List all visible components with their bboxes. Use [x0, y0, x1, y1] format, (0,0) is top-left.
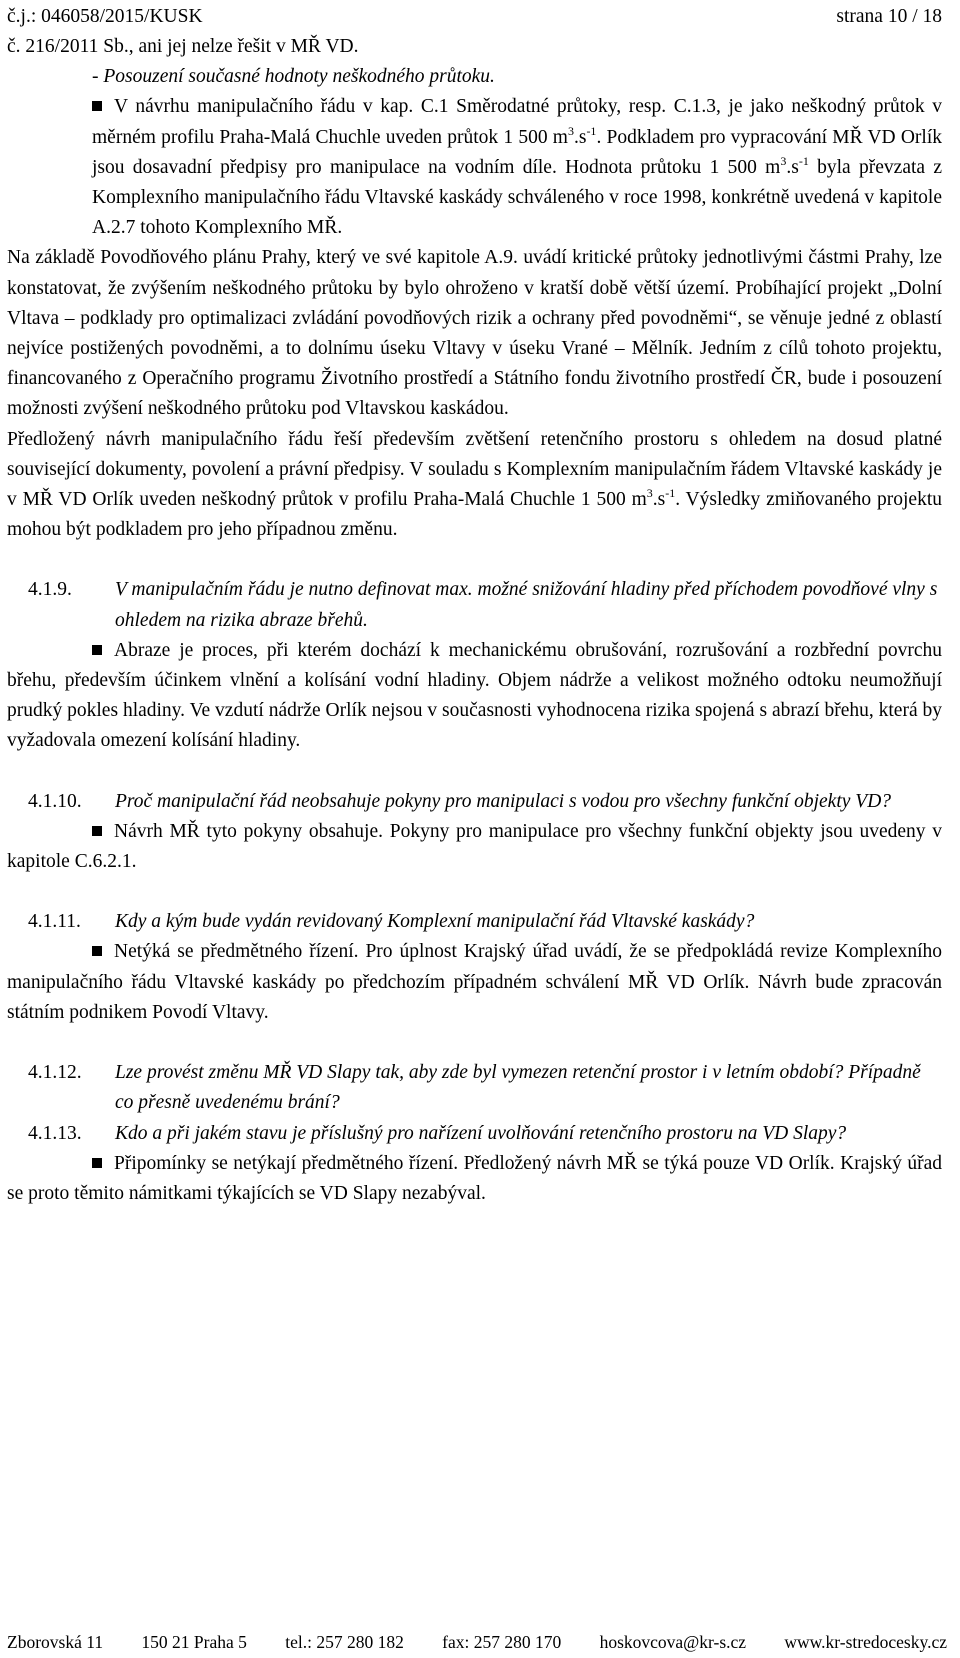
question-number: 4.1.11.	[28, 911, 81, 933]
square-bullet-icon	[92, 645, 102, 655]
footer-website: www.kr-stredocesky.cz	[784, 1632, 947, 1652]
question-number: 4.1.12.	[28, 1062, 82, 1084]
question-text: Proč manipulační řád neobsahuje pokyny pro manipulaci s vodou pro všechny funkční objekty VD?	[115, 790, 892, 812]
answer-paragraph: Abraze je proces, při kterém dochází k mechanickému obrušování, rozrušování a rozbřední povrchu břehu, především účinkem vlnění a kolísání vodní hladiny. Objem nádrže a velikost možného odtoku neumožňují prudký pokles hladiny. Ve vzdutí nádrže Orlík nejsou v současnosti vyhodnocena rizika spojená s abrazí břehu, která by vyžadovala omezení kolísání hladiny.	[7, 639, 942, 752]
answer-paragraph: Připomínky se netýkají předmětného řízení. Předložený návrh MŘ se týká pouze VD Orlík. Krajský úřad se proto těmito námitkami týkajících se VD Slapy nezabýval.	[7, 1152, 942, 1204]
question-text: V manipulačním řádu je nutno definovat max. možné snižování hladiny před příchodem povodňové vlny s ohledem na rizika abraze břehů.	[115, 579, 938, 631]
footer-email: hoskovcova@kr-s.cz	[599, 1632, 747, 1652]
square-bullet-icon	[92, 1158, 102, 1168]
document-body	[7, 32, 942, 1209]
bullet-paragraph: V návrhu manipulačního řádu v kap. C.1 Směrodatné průtoky, resp. C.1.3, je jako neškodný průtok v měrném profilu Praha-Malá Chuchle uveden průtok 1 500 $m^3.s^{-1}$. Podkladem pro vypracování MŘ VD Orlík jsou dosavadní předpisy pro manipulace na vodním díle. Hodnota průtoku 1 500 $m^3.s^{-1}$ byla převzata z Komplexního manipulačního řádu Vltavské kaskády schváleného v roce 1998, konkrétně uvedená v kapitole A.2.7 tohoto Komplexního MŘ.	[92, 96, 943, 239]
footer-phone: tel.: 257 280 182	[285, 1632, 404, 1652]
question-item	[7, 907, 942, 937]
paragraph: Předložený návrh manipulačního řádu řeší především zvětšení retenčního prostoru s ohledem na dosud platné související dokumenty, povolení a právní předpisy. V souladu s Komplexním manipulačním řádem Vltavské kaskády je v MŘ VD Orlík uveden neškodný průtok v profilu Praha-Malá Chuchle 1 500 $m^3.s^{-1}$. Výsledky zmiňovaného projektu mohou být podkladem pro jeho případnou změnu.	[7, 428, 942, 541]
answer-paragraph: Netýká se předmětného řízení. Pro úplnost Krajský úřad uvádí, že se předpokládá revize Komplexního manipulačního řádu Vltavské kaskády po předchozím případném schválení MŘ VD Orlík. Návrh bude zpracován státním podnikem Povodí Vltavy.	[7, 941, 942, 1023]
page-header	[7, 2, 942, 30]
question-text: Lze provést změnu MŘ VD Slapy tak, aby zde byl vymezen retenční prostor i v letním období? Případně co přesně uvedenému brání?	[115, 1062, 921, 1114]
paragraph: Na základě Povodňového plánu Prahy, který ve své kapitole A.9. uvádí kritické průtoky jednotlivými částmi Prahy, lze konstatovat, že zvýšením neškodného průtoku by bylo ohroženo v kratší době větší území. Probíhající projekt „Dolní Vltava – podklady pro optimalizaci zvládání povodňových rizik a ochrany před povodněmi“, se věnuje jedné z oblastí nejvíce postižených povodněmi, a to dolnímu úseku Vltavy v úseku Vrané – Mělník. Jedním z cílů tohoto projektu, financovaného z Operačního programu Životního prostředí a Státního fondu životního prostředí ČR, bude i posouzení možnosti zvýšení neškodného průtoku pod Vltavskou kaskádou.	[7, 247, 942, 420]
text-line: č. 216/2011 Sb., ani jej nelze řešit v MŘ VD.	[7, 36, 359, 57]
square-bullet-icon	[92, 826, 102, 836]
page-footer	[7, 1627, 947, 1657]
question-number: 4.1.9.	[28, 579, 72, 601]
question-item	[7, 575, 942, 635]
reference-number: č.j.: 046058/2015/KUSK	[7, 6, 203, 27]
question-item	[7, 787, 942, 817]
question-text: Kdo a při jakém stavu je příslušný pro nařízení uvolňování retenčního prostoru na VD Slapy?	[115, 1122, 847, 1144]
answer-paragraph: Návrh MŘ tyto pokyny obsahuje. Pokyny pro manipulace pro všechny funkční objekty jsou uvedeny v kapitole C.6.2.1.	[7, 820, 942, 873]
question-number: 4.1.10.	[28, 790, 82, 812]
question-item	[7, 1119, 942, 1149]
dash-list-item: - Posouzení současné hodnoty neškodného průtoku.	[92, 66, 495, 88]
footer-address: Zborovská 11	[7, 1632, 104, 1652]
question-number: 4.1.13.	[28, 1122, 82, 1144]
footer-fax: fax: 257 280 170	[442, 1632, 562, 1652]
footer-city: 150 21 Praha 5	[141, 1632, 247, 1652]
question-text: Kdy a kým bude vydán revidovaný Komplexní manipulační řád Vltavské kaskády?	[115, 911, 755, 933]
square-bullet-icon	[92, 946, 102, 956]
square-bullet-icon	[92, 101, 102, 111]
question-item	[7, 1058, 942, 1118]
page-number: strana 10 / 18	[836, 6, 942, 27]
